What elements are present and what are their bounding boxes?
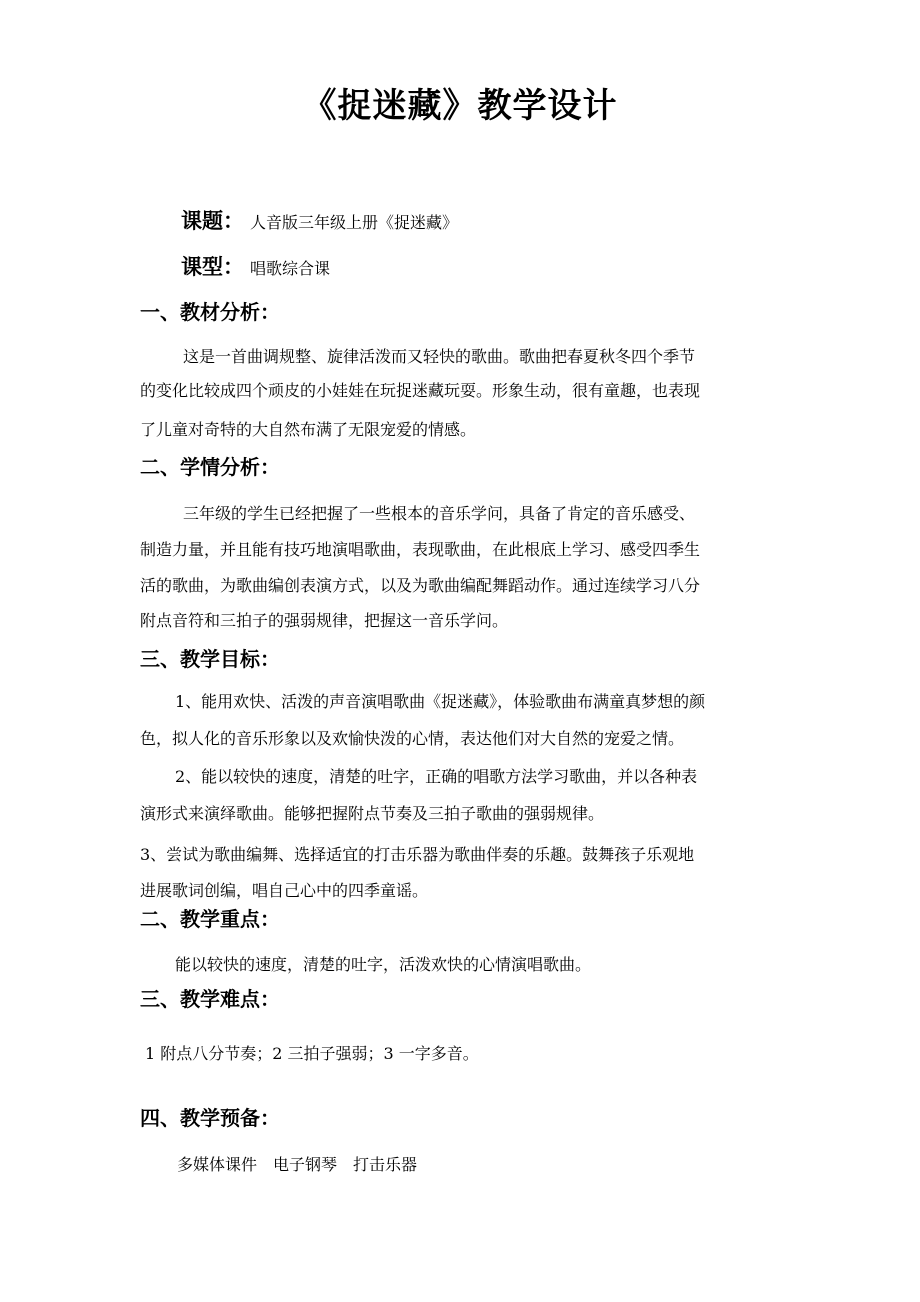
meta-type: [181, 252, 330, 284]
paragraph-line: 附点音符和三拍子的强弱规律，把握这一音乐学问。: [140, 611, 509, 630]
paragraph-line: 三年级的学生已经把握了一些根本的音乐学问，具备了肯定的音乐感受、: [183, 504, 696, 523]
preparation-items: 多媒体课件 电子钢琴 打击乐器: [177, 1155, 418, 1174]
paragraph-line: 这是一首曲调规整、旋律活泼而又轻快的歌曲。歌曲把春夏秋冬四个季节: [183, 347, 696, 366]
topic-label: 课题：: [181, 209, 244, 233]
goal-line: 色，拟人化的音乐形象以及欢愉快泼的心情，表达他们对大自然的宠爱之情。: [140, 729, 685, 748]
paragraph-line: 能以较快的速度，清楚的吐字，活泼欢快的心情演唱歌曲。: [175, 955, 592, 974]
paragraph-line: 1 附点八分节奏；2 三拍子强弱；3 一字多音。: [145, 1044, 479, 1063]
type-label: 课型：: [181, 255, 244, 279]
goal-line: 2、能以较快的速度，清楚的吐字，正确的唱歌方法学习歌曲，并以各种表: [175, 767, 698, 786]
type-value: 唱歌综合课: [250, 259, 331, 278]
section-heading-teaching-goals: 三、教学目标：: [140, 647, 280, 671]
section-heading-difficulties: 三、教学难点：: [140, 987, 280, 1011]
section-heading-student-analysis: 二、学情分析：: [140, 455, 280, 479]
meta-topic: [181, 206, 458, 238]
goal-line: 3、尝试为歌曲编舞、选择适宜的打击乐器为歌曲伴奏的乐趣。鼓舞孩子乐观地: [140, 845, 695, 864]
document-title: 《捉迷藏》教学设计: [302, 86, 618, 126]
goal-line: 演形式来演绎歌曲。能够把握附点节奏及三拍子歌曲的强弱规律。: [140, 804, 605, 823]
goal-line: 进展歌词创编，唱自己心中的四季童谣。: [140, 881, 429, 900]
topic-value: 人音版三年级上册《捉迷藏》: [250, 213, 459, 232]
goal-line: 1、能用欢快、活泼的声音演唱歌曲《捉迷藏》，体验歌曲布满童真梦想的颜: [175, 692, 706, 711]
section-heading-preparation: 四、教学预备：: [140, 1106, 280, 1130]
section-heading-textbook-analysis: 一、教材分析：: [140, 300, 280, 324]
paragraph-line: 的变化比较成四个顽皮的小娃娃在玩捉迷藏玩耍。形象生动，很有童趣，也表现: [140, 381, 701, 400]
section-heading-key-points: 二、教学重点：: [140, 907, 280, 931]
paragraph-line: 了儿童对奇特的大自然布满了无限宠爱的情感。: [140, 420, 477, 439]
paragraph-line: 活的歌曲，为歌曲编创表演方式，以及为歌曲编配舞蹈动作。通过连续学习八分: [140, 576, 701, 595]
paragraph-line: 制造力量，并且能有技巧地演唱歌曲，表现歌曲，在此根底上学习、感受四季生: [140, 540, 701, 559]
